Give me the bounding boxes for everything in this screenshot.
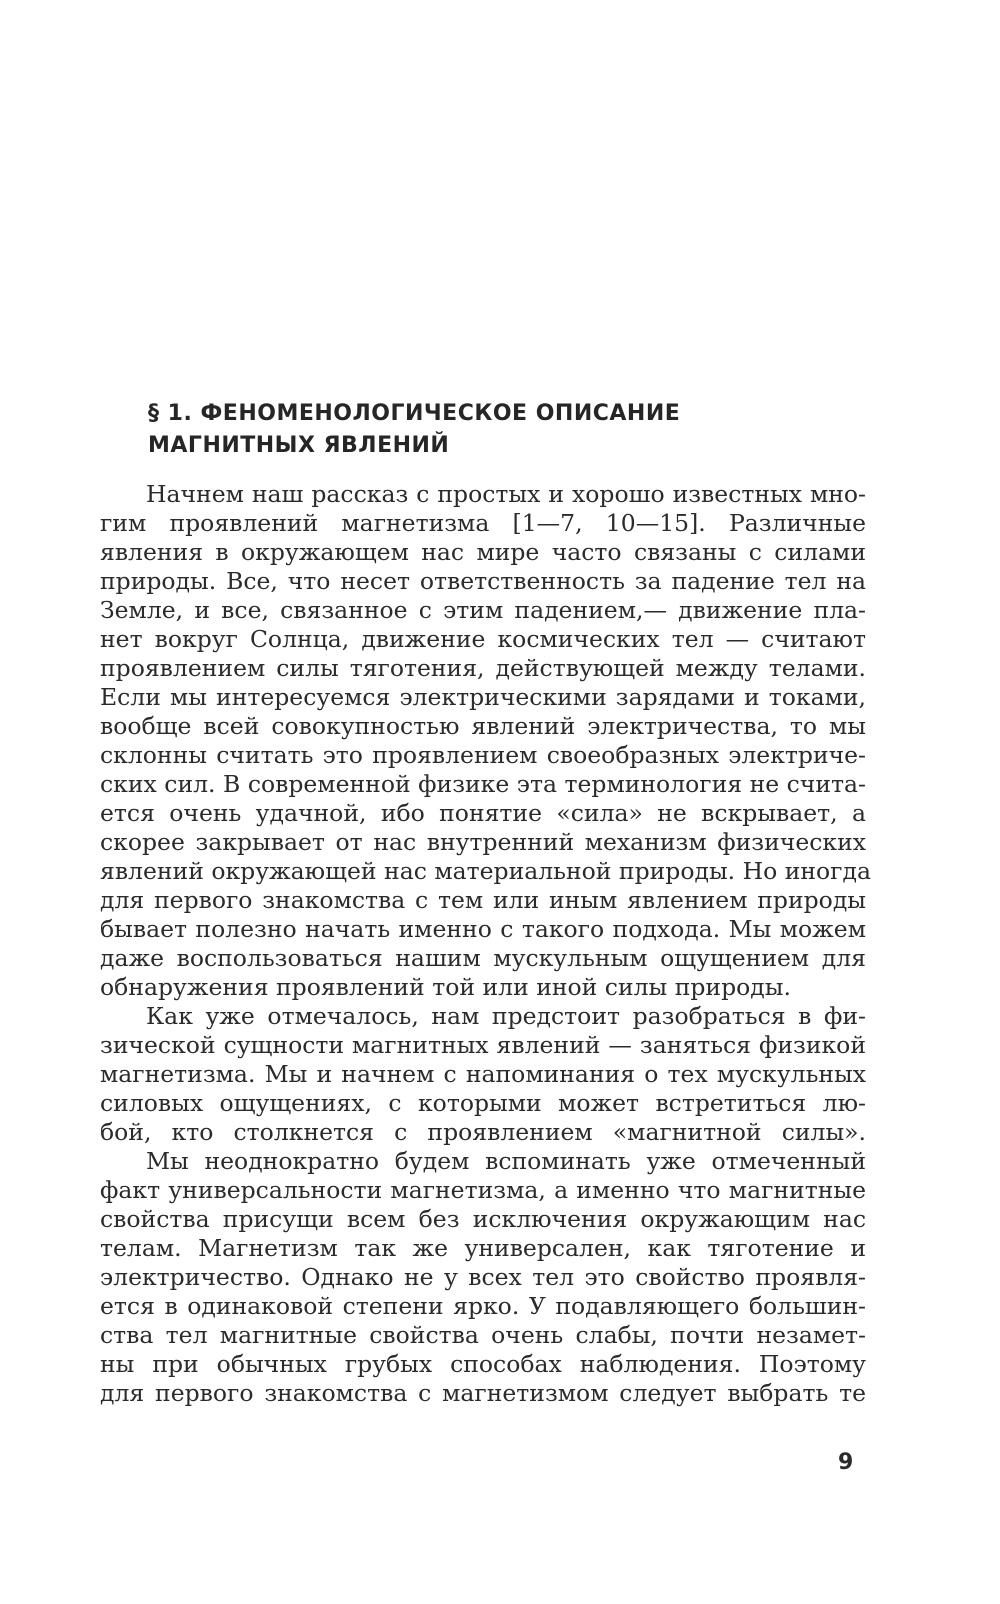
text-line: бывает полезно начать именно с такого подхода. Мы можем — [100, 915, 866, 943]
text-line: даже воспользоваться нашим мускульным ощущением для — [100, 944, 866, 972]
text-line: Как уже отмечалось, нам предстоит разобраться в фи- — [146, 1002, 866, 1030]
text-line: природы. Все, что несет ответственность за падение тел на — [100, 567, 866, 595]
text-line: вообще всей совокупностью явлений электричества, то мы — [100, 712, 866, 740]
text-line: ских сил. В современной физике эта терминология не счита- — [100, 770, 866, 798]
section-heading-line-1: § 1. ФЕНОМЕНОЛОГИЧЕСКОЕ ОПИСАНИЕ — [148, 401, 681, 426]
section-heading-line-2: МАГНИТНЫХ ЯВЛЕНИЙ — [148, 433, 450, 458]
text-line: Начнем наш рассказ с простых и хорошо известных мно- — [146, 480, 866, 508]
text-line: нет вокруг Солнца, движение космических тел — считают — [100, 625, 866, 653]
text-line: ства тел магнитные свойства очень слабы, почти незамет- — [100, 1321, 866, 1349]
text-line: ны при обычных грубых способах наблюдения. Поэтому — [100, 1350, 866, 1378]
text-line: факт универсальности магнетизма, а именно что магнитные — [100, 1176, 866, 1204]
text-line: магнетизма. Мы и начнем с напоминания о тех мускульных — [100, 1060, 866, 1088]
body-text — [100, 480, 871, 1408]
text-line: гим проявлений магнетизма [1—7, 10—15]. Различные — [100, 509, 866, 537]
text-line: электричество. Однако не у всех тел это свойство проявля- — [100, 1263, 866, 1291]
text-line: Если мы интересуемся электрическими зарядами и токами, — [100, 683, 866, 711]
text-line: явления в окружающем нас мире часто связаны с силами — [100, 538, 866, 566]
text-line: свойства присущи всем без исключения окружающим нас — [100, 1205, 866, 1233]
text-line: склонны считать это проявлением своеобразных электриче- — [100, 741, 866, 769]
text-line: для первого знакомства с тем или иным явлением природы — [100, 886, 866, 914]
text-line: Мы неоднократно будем вспоминать уже отмеченный — [146, 1147, 866, 1175]
text-line: проявлением силы тяготения, действующей между телами. — [100, 654, 866, 682]
text-line: ется очень удачной, ибо понятие «сила» не вскрывает, а — [100, 799, 866, 827]
text-line: явлений окружающей нас материальной природы. Но иногда — [100, 857, 871, 885]
text-line: силовых ощущениях, с которыми может встретиться лю- — [100, 1089, 866, 1117]
text-line: бой, кто столкнется с проявлением «магнитной силы». — [100, 1118, 866, 1146]
text-line: скорее закрывает от нас внутренний механизм физических — [100, 828, 866, 856]
text-line: Земле, и все, связанное с этим падением,— движение пла- — [100, 596, 866, 624]
text-line: зической сущности магнитных явлений — заняться физикой — [100, 1031, 866, 1059]
page-number: 9 — [838, 1450, 854, 1475]
text-line: телам. Магнетизм так же универсален, как тяготение и — [100, 1234, 866, 1262]
section-heading — [148, 398, 868, 462]
text-line: обнаружения проявлений той или иной силы природы. — [100, 973, 791, 1001]
text-line: для первого знакомства с магнетизмом следует выбрать те — [100, 1379, 866, 1407]
text-line: ется в одинаковой степени ярко. У подавляющего большин- — [100, 1292, 866, 1320]
